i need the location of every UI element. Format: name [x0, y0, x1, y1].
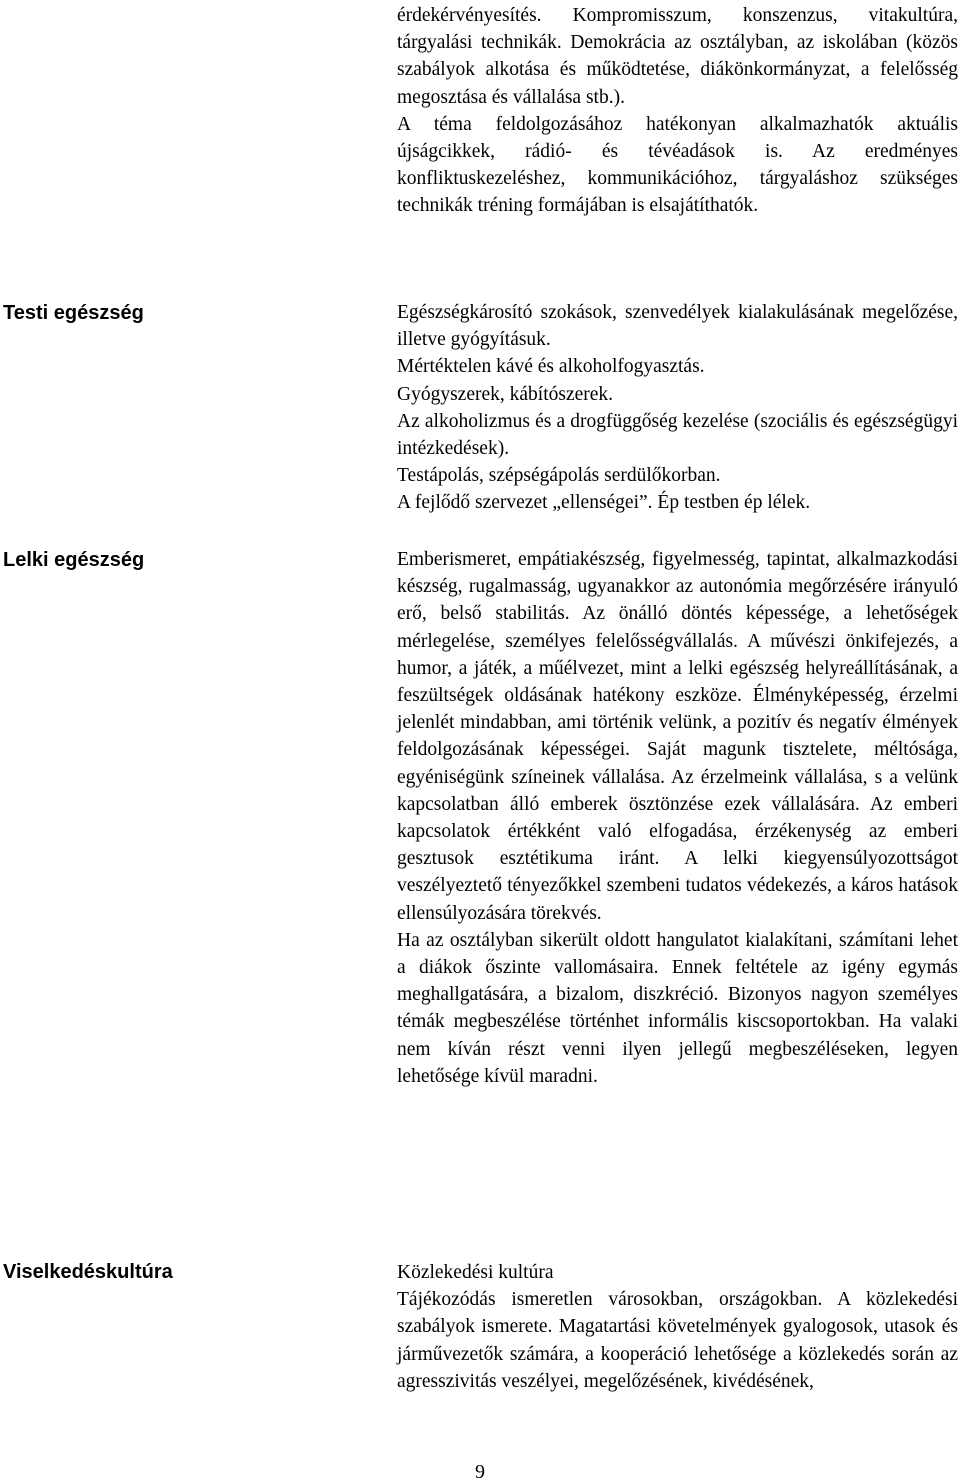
viselkedes-paragraph-1: Tájékozódás ismeretlen városokban, országokban. A közlekedési szabályok ismerete. Magatartási követelmények gyalogosok, utasok és járművezetők számára, a kooperáció lehetősége a közlekedés során az agresszivitás veszélyei, megelőzésének, kivédésének, — [397, 1289, 958, 1392]
section-label-viselkedeskultura: Viselkedéskultúra — [3, 1261, 173, 1283]
lelki-paragraph-1: Emberismeret, empátiakészség, figyelmesség, tapintat, alkalmazkodási készség, rugalmasság, ugyanakkor az autonómia megőrzésére irányuló erő, belső stabilitás. Az önálló döntés képessége, a lehetőségek mérlegelése, személyes felelősségvállalás. A művészi önkifejezés, a humor, a játék, a műélvezet, mint a lelki egészség helyreállításának, a feszültségek oldásának hatékony eszköze. Élményképesség, érzelmi jelenlét mindabban, ami történik velünk, a pozitív és negatív élmények feldolgozásának képességei. Saját magunk tisztelete, méltósága, egyéniségünk színeinek vállalása. Az érzelmeink vállalása, s a velünk kapcsolatban álló emberek ösztönzése ezek vállalására. Az emberi kapcsolatok értékként való elfogadása, érzékenység az emberi gesztusok esztétikuma iránt. A lelki kiegyensúlyozottságot veszélyeztető tényezőkkel szembeni tudatos védekezés, a káros hatások ellensúlyozására törekvés. — [397, 549, 958, 924]
page-number: 9 — [475, 1461, 485, 1483]
viselkedes-subtitle: Közlekedési kultúra — [397, 1262, 554, 1283]
intro-block — [397, 2, 958, 220]
lelki-paragraph-2: Ha az osztályban sikerült oldott hangulatot kialakítani, számítani lehet a diákok őszinte vallomásaira. Ennek feltétele az igény egymás meghallgatására, a bizalom, diszkréció. Bizonyos nagyon személyes témák megbeszélése történhet informális kiscsoportokban. Ha valaki nem kíván részt venni ilyen jellegű megbeszéléseken, legyen lehetősége kívül maradni. — [397, 929, 958, 1087]
intro-paragraph-1: érdekérvényesítés. Kompromisszum, konszenzus, vitakultúra, tárgyalási technikák. Demokrácia az osztályban, az iskolában (közös szabályok alkotása és működtetése, diákönkormányzat, a felelősség megosztása és vállalása stb.). — [397, 5, 958, 108]
section-content-testi-egeszseg — [397, 299, 958, 517]
section-content-viselkedeskultura — [397, 1259, 958, 1395]
intro-paragraph-2: A téma feldolgozásához hatékonyan alkalmazhatók aktuális újságcikkek, rádió- és tévéadások is. Az eredményes konfliktuskezeléshez, kommunikációhoz, tárgyaláshoz szükséges technikák tréning formájában is elsajátíthatók. — [397, 113, 958, 217]
section-content-lelki-egeszseg — [397, 546, 958, 1090]
section-label-testi-egeszseg: Testi egészség — [3, 302, 144, 324]
testi-line-1: Egészségkárosító szokások, szenvedélyek kialakulásának megelőzése, illetve gyógyításuk. — [397, 302, 958, 351]
testi-line-2: Mértéktelen kávé és alkoholfogyasztás. — [397, 356, 705, 378]
testi-line-5: Testápolás, szépségápolás serdülőkorban. — [397, 465, 721, 487]
testi-line-3: Gyógyszerek, kábítószerek. — [397, 383, 614, 405]
testi-line-4: Az alkoholizmus és a drogfüggőség kezelése (szociális és egészségügyi intézkedések). — [397, 410, 958, 460]
testi-line-6: A fejlődő szervezet „ellenségei”. Ép testben ép lélek. — [397, 492, 811, 514]
section-label-lelki-egeszseg: Lelki egészség — [3, 549, 145, 571]
